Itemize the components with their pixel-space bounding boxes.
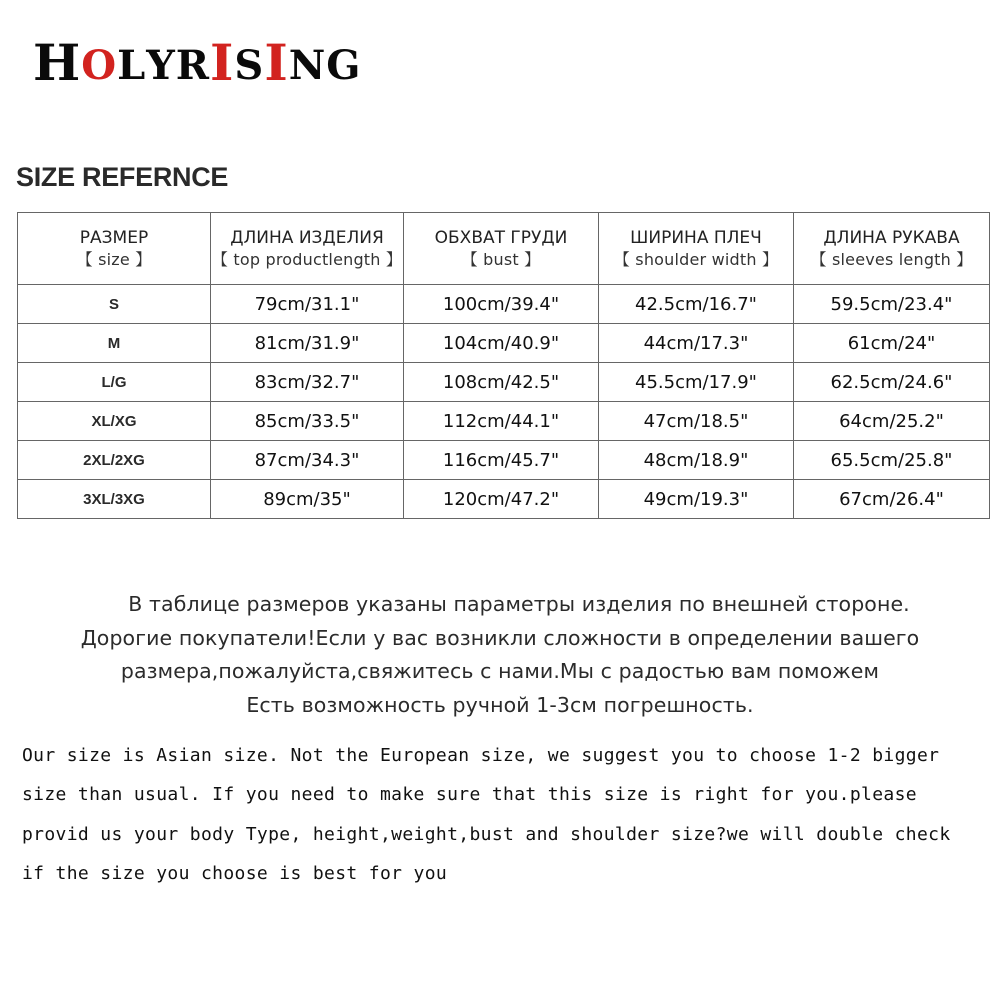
bust-cell: 116cm/45.7" <box>404 441 599 480</box>
notice-ru-line: В таблице размеров указаны параметры изделия по внешней стороне. <box>128 592 910 616</box>
notice-en-line: if the size you choose is best for you <box>22 862 448 884</box>
sleeve-cell: 61cm/24" <box>794 324 990 363</box>
sleeve-cell: 64cm/25.2" <box>794 402 990 441</box>
table-row <box>18 324 990 363</box>
notice-ru-line: размера,пожалуйста,свяжитесь с нами.Мы с радостью вам поможем <box>120 659 880 683</box>
header-bust <box>404 213 599 285</box>
notice-ru-line: Дорогие покупатели!Если у вас возникли сложности в определении вашего <box>80 625 920 650</box>
logo-letter: I <box>264 33 289 92</box>
size-cell: L/G <box>18 363 211 402</box>
length-cell: 89cm/35" <box>211 480 404 519</box>
size-cell: S <box>18 285 211 324</box>
notice-ru-line: Есть возможность ручной 1-3см погрешность. <box>246 692 754 717</box>
length-cell: 81cm/31.9" <box>211 324 404 363</box>
header-ru: ДЛИНА РУКАВА <box>823 227 960 248</box>
bust-cell: 120cm/47.2" <box>404 480 599 519</box>
header-length <box>211 213 404 285</box>
length-cell: 83cm/32.7" <box>211 363 404 402</box>
shoulder-cell: 45.5cm/17.9" <box>599 363 794 402</box>
logo-letter: R <box>175 42 211 89</box>
notice-en-line: Our size is Asian size. Not the European size, we suggest you to choose 1-2 bigger <box>22 745 940 766</box>
size-cell: 3XL/3XG <box>18 480 211 519</box>
logo-letter: S <box>234 42 265 89</box>
size-cell: M <box>18 324 211 363</box>
table-row <box>18 285 990 324</box>
logo-letter: O <box>81 42 118 89</box>
sleeve-cell: 67cm/26.4" <box>794 480 990 519</box>
header-en: 【 bust 】 <box>461 249 541 269</box>
table-row <box>18 480 990 519</box>
header-ru: РАЗМЕР <box>79 227 149 248</box>
size-cell: 2XL/2XG <box>18 441 211 480</box>
logo-letter: I <box>210 33 235 92</box>
header-ru: ДЛИНА ИЗДЕЛИЯ <box>230 227 384 248</box>
header-size <box>18 213 211 285</box>
length-cell: 85cm/33.5" <box>211 402 404 441</box>
logo-letter: G <box>326 42 362 89</box>
notice-russian <box>0 588 1000 722</box>
header-ru: ОБХВАТ ГРУДИ <box>434 227 568 248</box>
section-title: SIZE REFERNCE <box>16 162 229 192</box>
notice-en-line: size than usual. If you need to make sure that this size is right for you.please <box>22 784 917 806</box>
sleeve-cell: 59.5cm/23.4" <box>794 285 990 324</box>
length-cell: 87cm/34.3" <box>211 441 404 480</box>
logo-letter: Y <box>146 42 176 89</box>
header-en: 【 shoulder width 】 <box>613 249 779 269</box>
header-en: 【 size 】 <box>76 249 152 269</box>
shoulder-cell: 48cm/18.9" <box>599 441 794 480</box>
sleeve-cell: 62.5cm/24.6" <box>794 363 990 402</box>
table-row <box>18 363 990 402</box>
sleeve-cell: 65.5cm/25.8" <box>794 441 990 480</box>
length-cell: 79cm/31.1" <box>211 285 404 324</box>
shoulder-cell: 49cm/19.3" <box>599 480 794 519</box>
header-sleeve <box>794 213 990 285</box>
logo-letter: N <box>288 42 327 89</box>
header-en: 【 top productlength 】 <box>211 249 403 269</box>
size-table <box>17 212 990 519</box>
logo-letter: H <box>33 33 82 92</box>
header-ru: ШИРИНА ПЛЕЧ <box>630 227 762 248</box>
notice-en-line: provid us your body Type, height,weight,bust and shoulder size?we will double check <box>22 823 951 845</box>
brand-logo <box>33 33 362 92</box>
table-row <box>18 402 990 441</box>
header-en: 【 sleeves length 】 <box>810 249 973 269</box>
size-cell: XL/XG <box>18 402 211 441</box>
bust-cell: 108cm/42.5" <box>404 363 599 402</box>
bust-cell: 112cm/44.1" <box>404 402 599 441</box>
logo-letter: L <box>117 42 147 89</box>
bust-cell: 100cm/39.4" <box>404 285 599 324</box>
header-shoulder <box>599 213 794 285</box>
shoulder-cell: 42.5cm/16.7" <box>599 285 794 324</box>
table-header-row <box>18 213 990 285</box>
table-row <box>18 441 990 480</box>
notice-english <box>22 736 982 893</box>
shoulder-cell: 44cm/17.3" <box>599 324 794 363</box>
shoulder-cell: 47cm/18.5" <box>599 402 794 441</box>
bust-cell: 104cm/40.9" <box>404 324 599 363</box>
